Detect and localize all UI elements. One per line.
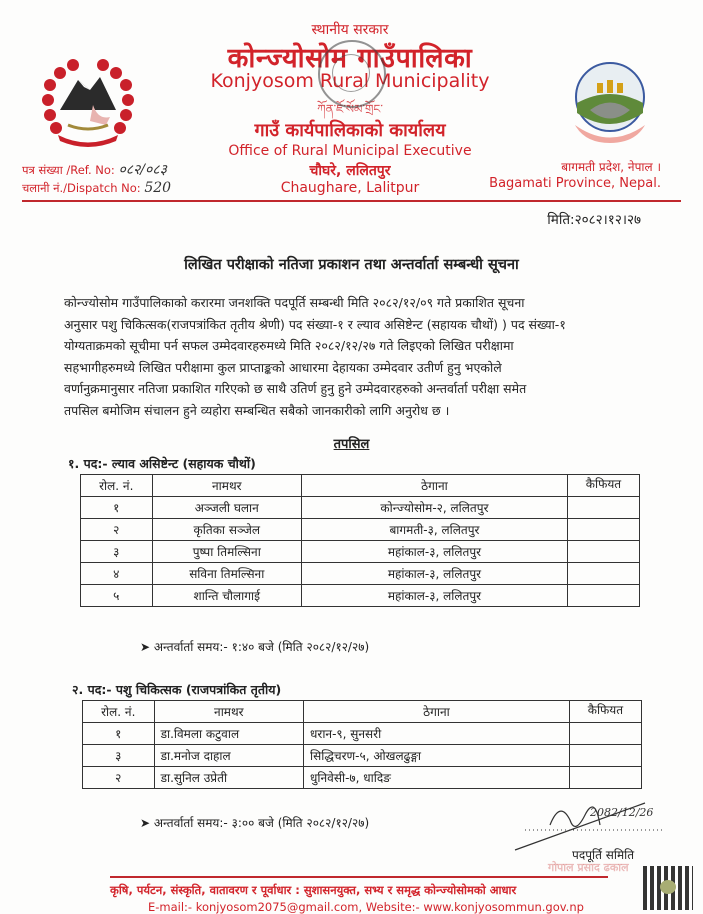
nepal-emblem-icon — [38, 55, 138, 150]
candidate-name: सविना तिमल्सिना — [152, 563, 301, 585]
body-line: वर्णानुक्रमानुसार नतिजा प्रकाशित गरिएको छ साथै उतिर्ण हुनु हुने उम्मेदवारहरुको अन्तर्वार्ता परीक्षा समेत — [64, 381, 527, 396]
remarks — [569, 723, 641, 745]
col-name: नामथर — [152, 475, 301, 497]
roll-number: ३ — [81, 541, 153, 563]
candidate-address: महांकाल-३, ललितपुर — [302, 541, 568, 563]
candidate-address: महांकाल-३, ललितपुर — [302, 585, 568, 607]
place-np: चौघरे, ललितपुर — [309, 163, 391, 179]
section-1-table — [80, 474, 640, 607]
signatory-label: पदपूर्ति समिति — [572, 848, 635, 862]
table-row — [83, 723, 642, 745]
remarks — [569, 745, 641, 767]
candidate-name: अञ्जली घलान — [152, 497, 301, 519]
col-remarks: कैफियत — [569, 701, 641, 723]
roll-number: ५ — [81, 585, 153, 607]
dispatch-value: 520 — [144, 180, 172, 196]
roll-number: १ — [81, 497, 153, 519]
col-remarks: कैफियत — [567, 475, 639, 497]
qr-code-icon — [643, 866, 693, 910]
table-row — [81, 497, 640, 519]
signature-date: 2082/12/26 — [590, 806, 654, 819]
place-en: Chaughare, Lalitpur — [280, 180, 420, 196]
local-government-label: स्थानीय सरकार — [311, 22, 389, 38]
ref-number — [22, 160, 167, 179]
dispatch-number — [22, 180, 171, 196]
table-header-row — [83, 701, 642, 723]
remarks — [567, 541, 639, 563]
remarks — [567, 563, 639, 585]
interview-time-text: अन्तर्वार्ता समय:- ३:०० बजे (मिति २०८२/१२/२७) — [153, 816, 370, 830]
footer-contact: E-mail:- konjyosom2075@gmail.com, Website:- www.konjyosommun.gov.np — [148, 900, 584, 914]
body-line: सहभागीहरुमध्ये लिखित परीक्षामा कुल प्राप्ताङ्कको आधारमा देहायका उम्मेदवार उतीर्ण हुनु भएकोले — [64, 359, 502, 375]
table-row — [81, 563, 640, 585]
body-line: तपसिल बमोजिम संचालन हुने व्यहोरा सम्बन्धित सबैको जानकारीको लागि अनुरोध छ । — [64, 402, 450, 418]
body-line: कोन्ज्योसोम गाउँपालिकाको करारमा जनशक्ति पदपूर्ति सम्बन्धी मिति २०८२/१२/०९ गते प्रकाशित सूचना — [64, 295, 525, 310]
municipality-logo-icon — [565, 55, 655, 145]
interview-time-1 — [140, 638, 369, 655]
arrow-bullet-icon: ➤ — [140, 640, 151, 654]
body-line: योग्यताक्रमको सूचीमा पर्न सफल उम्मेदवारहरुमध्ये मिति २०८२/१२/२७ गते लिइएको लिखित परीक्षामा — [64, 338, 514, 353]
roll-number: २ — [81, 519, 153, 541]
tibetan-line: ཀོན་ཇོ་སོམ་གྲོང་ — [317, 102, 383, 116]
header-divider — [22, 200, 681, 202]
col-address: ठेगाना — [304, 701, 570, 723]
ref-value: ०८२/०८३ — [118, 162, 167, 178]
arrow-bullet-icon: ➤ — [140, 816, 151, 830]
col-address: ठेगाना — [302, 475, 568, 497]
remarks — [567, 497, 639, 519]
name-stamp: गोपाल प्रसाद ढकाल — [548, 861, 629, 874]
document-date: मिति:२०८२।१२।२७ — [547, 212, 641, 228]
candidate-address: महांकाल-३, ललितपुर — [302, 563, 568, 585]
office-name-en: Office of Rural Municipal Executive — [228, 143, 472, 159]
notice-body — [64, 292, 654, 421]
candidate-name: डा.सुनिल उप्रेती — [154, 767, 303, 789]
section-1-heading: १. पद:- ल्याव असिष्टेन्ट (सहायक चौथों) — [68, 456, 256, 471]
footer-divider — [110, 876, 608, 878]
candidate-address: धुनिवेसी-७, धादिङ — [304, 767, 570, 789]
candidate-name: पुष्पा तिमल्सिना — [152, 541, 301, 563]
dispatch-label: चलानी नं./Dispatch No: — [22, 181, 141, 195]
candidate-address: कोन्ज्योसोम-२, ललितपुर — [302, 497, 568, 519]
interview-time-2 — [140, 814, 369, 831]
candidate-name: कृतिका सञ्जेल — [152, 519, 301, 541]
roll-number: ३ — [83, 745, 155, 767]
table-row — [83, 745, 642, 767]
candidate-address: बागमती-३, ललितपुर — [302, 519, 568, 541]
roll-number: ४ — [81, 563, 153, 585]
schedule-heading: तपसिल — [333, 437, 370, 452]
roll-number: १ — [83, 723, 155, 745]
candidate-name: डा.मनोज दाहाल — [154, 745, 303, 767]
table-row — [83, 767, 642, 789]
office-name-np: गाउँ कार्यपालिकाको कार्यालय — [254, 120, 446, 141]
remarks — [569, 767, 641, 789]
table-header-row — [81, 475, 640, 497]
body-line: अनुसार पशु चिकित्सक(राजपत्रांकित तृतीय श्रेणी) पद संख्या-१ र ल्याव असिष्टेन्ट (सहायक चौथों) ) पद संख्या-१ — [64, 316, 566, 332]
remarks — [567, 519, 639, 541]
table-row — [81, 541, 640, 563]
section-2-heading: २. पद:- पशु चिकित्सक (राजपत्रांकित तृतीय) — [72, 682, 282, 697]
col-roll: रोल. नं. — [83, 701, 155, 723]
remarks — [567, 585, 639, 607]
footer-slogan: कृषि, पर्यटन, संस्कृति, वातावरण र पूर्वाधार : सुशासनयुक्त, सभ्य र समृद्ध कोन्ज्योसोमको आधार — [110, 883, 517, 897]
candidate-name: शान्ति चौलागाई — [152, 585, 301, 607]
office-stamp — [318, 40, 386, 108]
roll-number: २ — [83, 767, 155, 789]
ref-label: पत्र संख्या /Ref. No: — [22, 163, 115, 177]
notice-title: लिखित परीक्षाको नतिजा प्रकाशन तथा अन्तर्वार्ता सम्बन्धी सूचना — [184, 257, 519, 273]
candidate-address: धरान-९, सुनसरी — [304, 723, 570, 745]
municipality-name-en: Konjyosom Rural Municipality — [210, 70, 490, 92]
table-row — [81, 519, 640, 541]
section-2-table — [82, 700, 642, 789]
candidate-address: सिद्धिचरण-५, ओखलढुङ्गा — [304, 745, 570, 767]
interview-time-text: अन्तर्वार्ता समय:- १:४० बजे (मिति २०८२/१२/२७) — [153, 640, 370, 654]
province-np: बागमती प्रदेश, नेपाल । — [561, 160, 661, 174]
col-roll: रोल. नं. — [81, 475, 153, 497]
province-en: Bagamati Province, Nepal. — [489, 176, 661, 191]
col-name: नामथर — [154, 701, 303, 723]
candidate-name: डा.विमला कटुवाल — [154, 723, 303, 745]
municipality-name-np: कोन्ज्योसोम गाउँपालिका — [227, 43, 473, 74]
table-row — [81, 585, 640, 607]
